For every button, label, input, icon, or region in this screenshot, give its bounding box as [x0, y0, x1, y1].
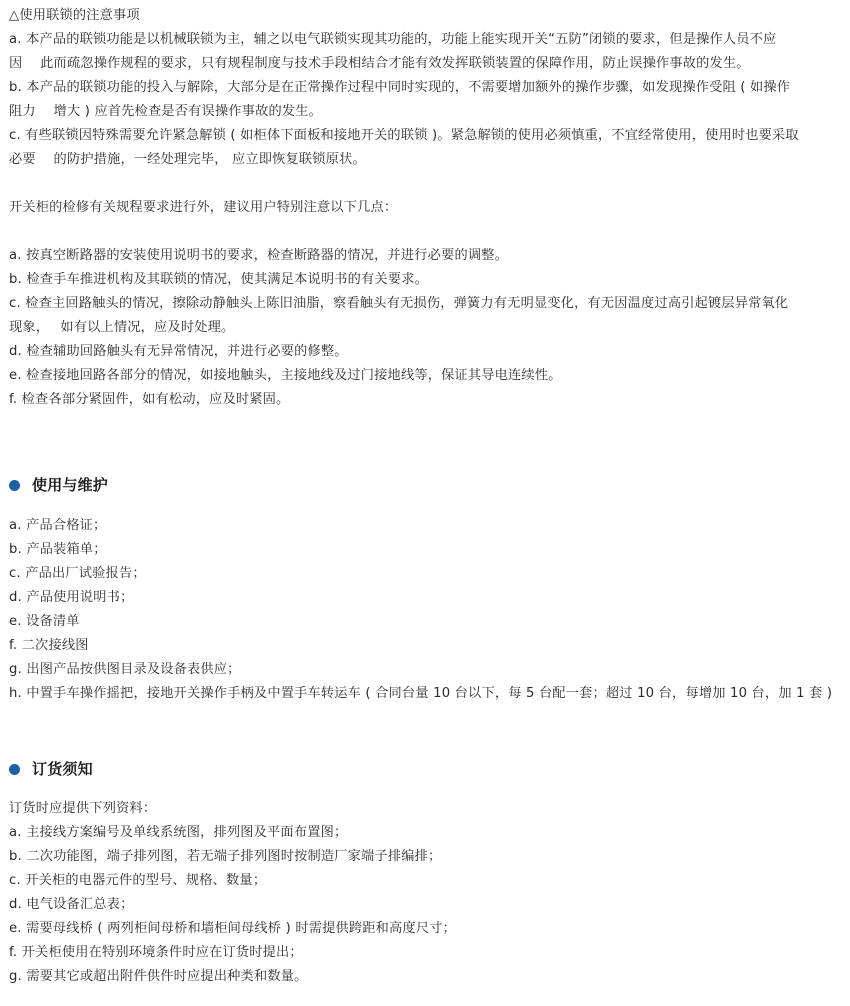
maintenance-line: c. 检查主回路触头的情况，擦除动静触头上陈旧油脂，察看触头有无损伤，弹簧力有无明显变化，有无因温度过高引起镀层异常氧化 [9, 296, 789, 311]
interlock-section [9, 0, 843, 172]
ordering-line: e. 需要母线桥 ( 两列柜间母桥和墙柜间母线桥 ) 时需提供跨距和高度尺寸； [9, 921, 456, 936]
ordering-intro: 订货时应提供下列资料： [9, 801, 157, 816]
usage-line: d. 产品使用说明书； [9, 590, 134, 605]
ordering-line: b. 二次功能图，端子排列图，若无端子排列图时按制造厂家端子排编排； [9, 849, 442, 864]
maintenance-line: d. 检查辅助回路触头有无异常情况，并进行必要的修整。 [9, 344, 348, 359]
usage-section [9, 473, 843, 706]
usage-heading [9, 473, 843, 497]
bullet-dot-icon [9, 480, 20, 491]
interlock-line: c. 有些联锁因特殊需要允许紧急解锁 ( 如柜体下面板和接地开关的联锁 )。紧急解锁的使用必须慎重，不宜经常使用，使用时也要采取 [9, 128, 799, 143]
usage-line: e. 设备清单 [9, 614, 80, 629]
interlock-line: 必要 的防护措施，一经处理完毕， 应立即恢复联锁原状。 [9, 152, 366, 167]
ordering-section [9, 757, 843, 989]
maintenance-section [9, 196, 843, 412]
maintenance-intro: 开关柜的检修有关规程要求进行外，建议用户特别注意以下几点： [9, 200, 398, 215]
usage-line: f. 二次接线图 [9, 638, 89, 653]
bullet-dot-icon [9, 764, 20, 775]
ordering-line: g. 需要其它或超出附件供件时应提出种类和数量。 [9, 969, 308, 984]
interlock-line: 因 此而疏忽操作规程的要求，只有规程制度与技术手段相结合才能有效发挥联锁装置的保障作用，防止误操作事故的发生。 [9, 56, 750, 71]
document-page [9, 0, 843, 989]
ordering-line: a. 主接线方案编号及单线系统图，排列图及平面布置图； [9, 825, 348, 840]
usage-line: b. 产品装箱单； [9, 542, 107, 557]
ordering-heading-text: 订货须知 [32, 760, 93, 778]
ordering-line: c. 开关柜的电器元件的型号、规格、数量； [9, 873, 267, 888]
maintenance-line: b. 检查手车推进机构及其联锁的情况，使其满足本说明书的有关要求。 [9, 272, 428, 287]
interlock-line: b. 本产品的联锁功能的投入与解除，大部分是在正常操作过程中同时实现的，不需要增加额外的操作步骤，如发现操作受阻 ( 如操作 [9, 80, 791, 95]
interlock-title: △使用联锁的注意事项 [9, 8, 140, 23]
usage-line: c. 产品出厂试验报告； [9, 566, 146, 581]
maintenance-line: a. 按真空断路器的安装使用说明书的要求，检查断路器的情况，并进行必要的调整。 [9, 248, 509, 263]
usage-line: g. 出图产品按供图目录及设备表供应； [9, 662, 241, 677]
interlock-line: a. 本产品的联锁功能是以机械联锁为主，辅之以电气联锁实现其功能的，功能上能实现开关“五防”闭锁的要求，但是操作人员不应 [9, 32, 777, 47]
usage-line: h. 中置手车操作摇把，接地开关操作手柄及中置手车转运车 ( 合同台量 10 台以下，每 5 台配一套；超过 10 台，每增加 10 台，加 1 套 ) [9, 686, 833, 701]
interlock-line: 阻力 增大 ) 应首先检查是否有误操作事故的发生。 [9, 104, 323, 119]
maintenance-line: e. 检查接地回路各部分的情况，如接地触头，主接地线及过门接地线等，保证其导电连续性。 [9, 368, 562, 383]
usage-line: a. 产品合格证； [9, 518, 107, 533]
maintenance-line: f. 检查各部分紧固件，如有松动，应及时紧固。 [9, 392, 290, 407]
ordering-heading [9, 757, 843, 781]
maintenance-line: 现象， 如有以上情况，应及时处理。 [9, 320, 235, 335]
usage-heading-text: 使用与维护 [32, 476, 109, 494]
ordering-line: d. 电气设备汇总表； [9, 897, 134, 912]
ordering-line: f. 开关柜使用在特别环境条件时应在订货时提出； [9, 945, 303, 960]
